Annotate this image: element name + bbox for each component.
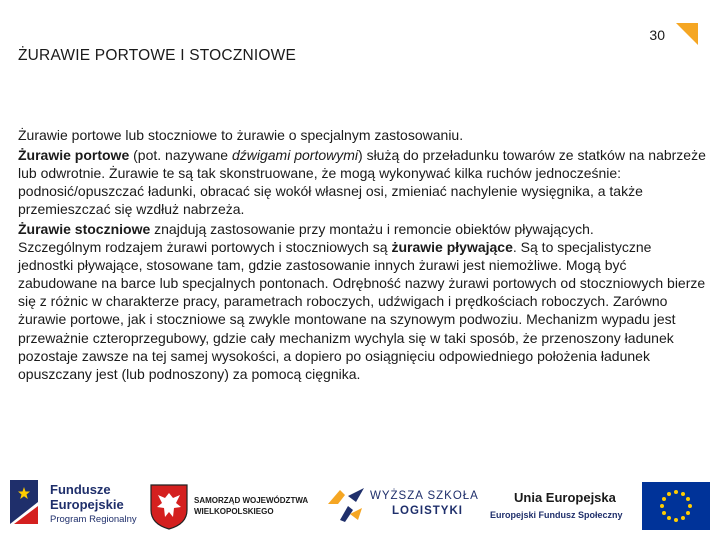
wsl-arrows-icon: [326, 486, 366, 524]
wsl-logo: WYŻSZA SZKOŁA LOGISTYKI: [326, 484, 491, 528]
fundusze-europejskie-logo: Fundusze Europejskie Program Regionalny: [10, 478, 150, 528]
corner-accent-icon: [676, 23, 698, 45]
port-cranes-alias: dźwigami portowymi: [231, 147, 359, 164]
intro-paragraph: Żurawie portowe lub stoczniowe to żurawie o specjalnym zastosowaniu.: [18, 127, 464, 143]
floating-cranes-term: żurawie pływające: [391, 239, 513, 256]
page-number: 30: [649, 27, 665, 43]
footer-logos: [0, 466, 720, 540]
slide-title: ŻURAWIE PORTOWE I STOCZNIOWE: [18, 47, 297, 64]
fundusze-star-icon: [10, 480, 42, 524]
eagle-shield-icon: [150, 484, 188, 530]
shipyard-cranes-paragraph: Żurawie stoczniowe znajdują zastosowanie przy montażu i remoncie obiektów pływających.: [18, 221, 594, 238]
slide-body: [18, 126, 708, 383]
port-cranes-paragraph: Żurawie portowe (pot. nazywane dźwigami portowymi) służą do przeładunku towarów ze statków na nabrzeże lub odwrotnie. Żurawie te są tak skonstruowane, że mogą wykonywać kilka ruchów jednocześnie: podnosić/opuszczać ładunki, obracać się wokół własnej osi, zmieniać nachylenie wysięgnika, a także przemieszczać się wzdłuż nabrzeża.: [18, 147, 706, 218]
floating-cranes-paragraph: Szczególnym rodzajem żurawi portowych i stoczniowych są żurawie pływające. Są to specjalistyczne jednostki pływające, stosowane tam, gdzie zastosowanie innych żurawi jest niemożliwe. Mogą być zabudowane na barce lub specjalnych pontonach. Odrębność nazwy żurawi portowych od stoczniowych bierze się z różnic w charakterze pracy, parametrach roboczych, udźwigach i prędkościach roboczych. Zarówno żurawie portowe, jak i stoczniowe są zwykle montowane na szynowym podwoziu. Mechanizm wypadu jest przeważnie czteroprzegubowy, gdzie cały mechanizm wychyla się w taki sposób, że przenoszony ładunek pozostaje zawsze na tej samej wysokości, a dopiero po osiągnięciu odpowiedniego położenia ładunek opuszczany jest (lub podnoszony) za pomocą cięgnika.: [18, 239, 706, 382]
wielkopolska-logo: SAMORZĄD WOJEWÓDZTWA WIELKOPOLSKIEGO: [150, 484, 320, 530]
eu-flag-icon: [642, 482, 710, 530]
shipyard-cranes-term: Żurawie stoczniowe: [18, 221, 151, 238]
unia-europejska-logo: Unia Europejska Europejski Fundusz Społeczny: [490, 490, 623, 520]
port-cranes-term: Żurawie portowe: [18, 147, 130, 164]
